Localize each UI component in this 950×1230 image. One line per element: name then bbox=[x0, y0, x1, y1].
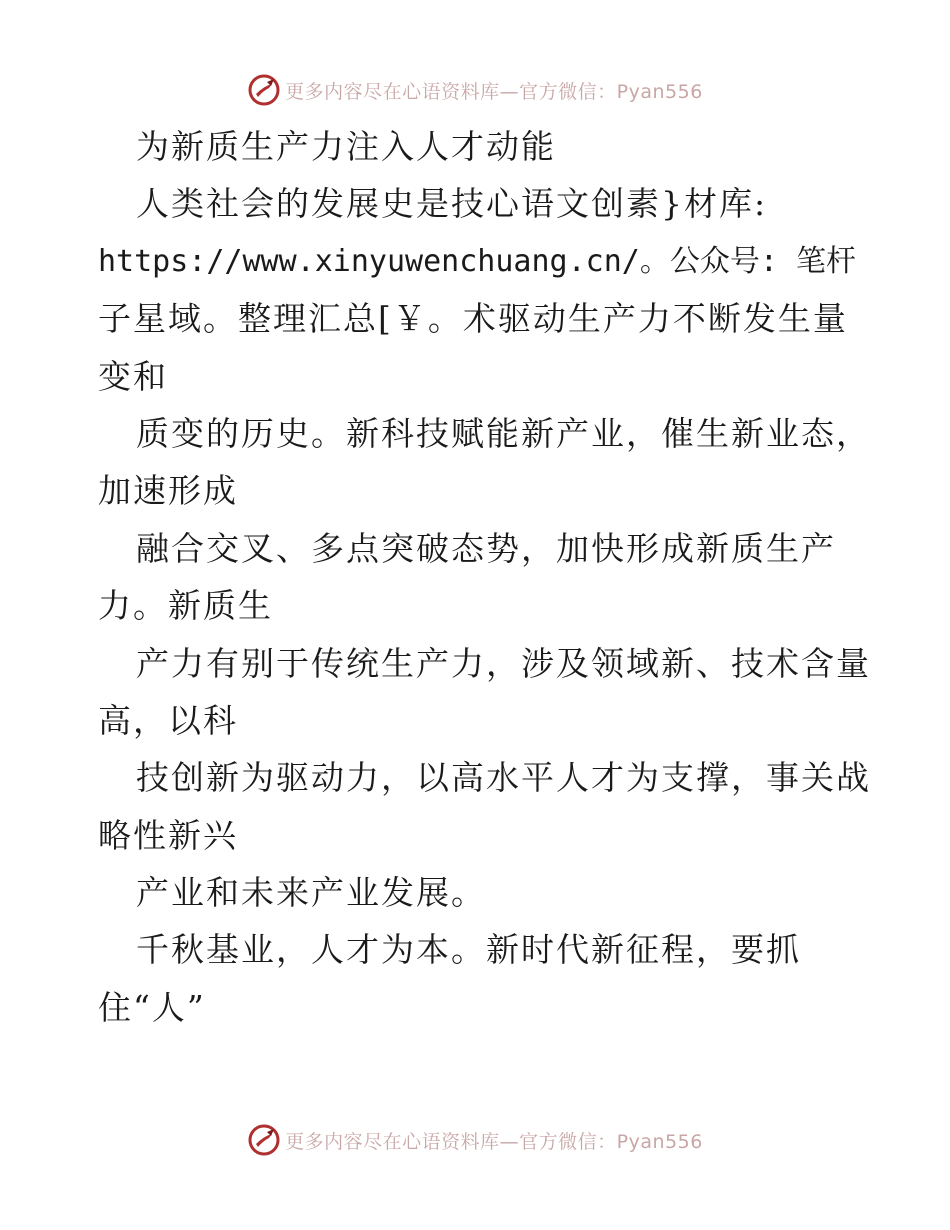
paragraph-line: 质变的历史。新科技赋能新产业，催生新业态， bbox=[136, 413, 871, 453]
paragraph-line: 千秋基业，人才为本。新时代新征程，要抓 bbox=[136, 930, 801, 970]
footer-watermark-text: 更多内容尽在心语资料库—官方微信：Pyan556 bbox=[285, 1130, 703, 1153]
paragraph-line: 技创新为驱动力，以高水平人才为支撑，事关战 bbox=[136, 758, 871, 798]
paragraph-line: 住“人” bbox=[98, 987, 206, 1027]
header-watermark-text: 更多内容尽在心语资料库—官方微信：Pyan556 bbox=[285, 80, 703, 103]
paragraph-line: 加速形成 bbox=[98, 471, 238, 511]
header-watermark-banner bbox=[0, 70, 950, 110]
paragraph-line: 子星域。整理汇总[￥。术驱动生产力不断发生量 bbox=[98, 299, 848, 339]
paragraph-line-url: https://www.xinyuwenchuang.cn/。公众号: 笔杆 bbox=[98, 243, 856, 279]
paragraph-line: 略性新兴 bbox=[98, 815, 238, 855]
document-body bbox=[98, 118, 871, 1036]
document-title-line: 为新质生产力注入人才动能 bbox=[136, 127, 556, 166]
footer-watermark-banner bbox=[0, 1120, 950, 1160]
paragraph-line: 融合交叉、多点突破态势，加快形成新质生产 bbox=[136, 528, 836, 568]
paragraph-line: 产力有别于传统生产力，涉及领域新、技术含量 bbox=[136, 643, 871, 683]
book-pen-logo-icon bbox=[247, 1123, 281, 1157]
paragraph-line: 产业和未来产业发展。 bbox=[136, 873, 486, 913]
paragraph-line: 变和 bbox=[98, 356, 168, 396]
book-pen-logo-icon bbox=[247, 73, 281, 107]
paragraph-line: 人类社会的发展史是技心语文创素}材库: bbox=[136, 184, 768, 224]
paragraph-line: 高，以科 bbox=[98, 700, 238, 740]
paragraph-line: 力。新质生 bbox=[98, 586, 273, 626]
